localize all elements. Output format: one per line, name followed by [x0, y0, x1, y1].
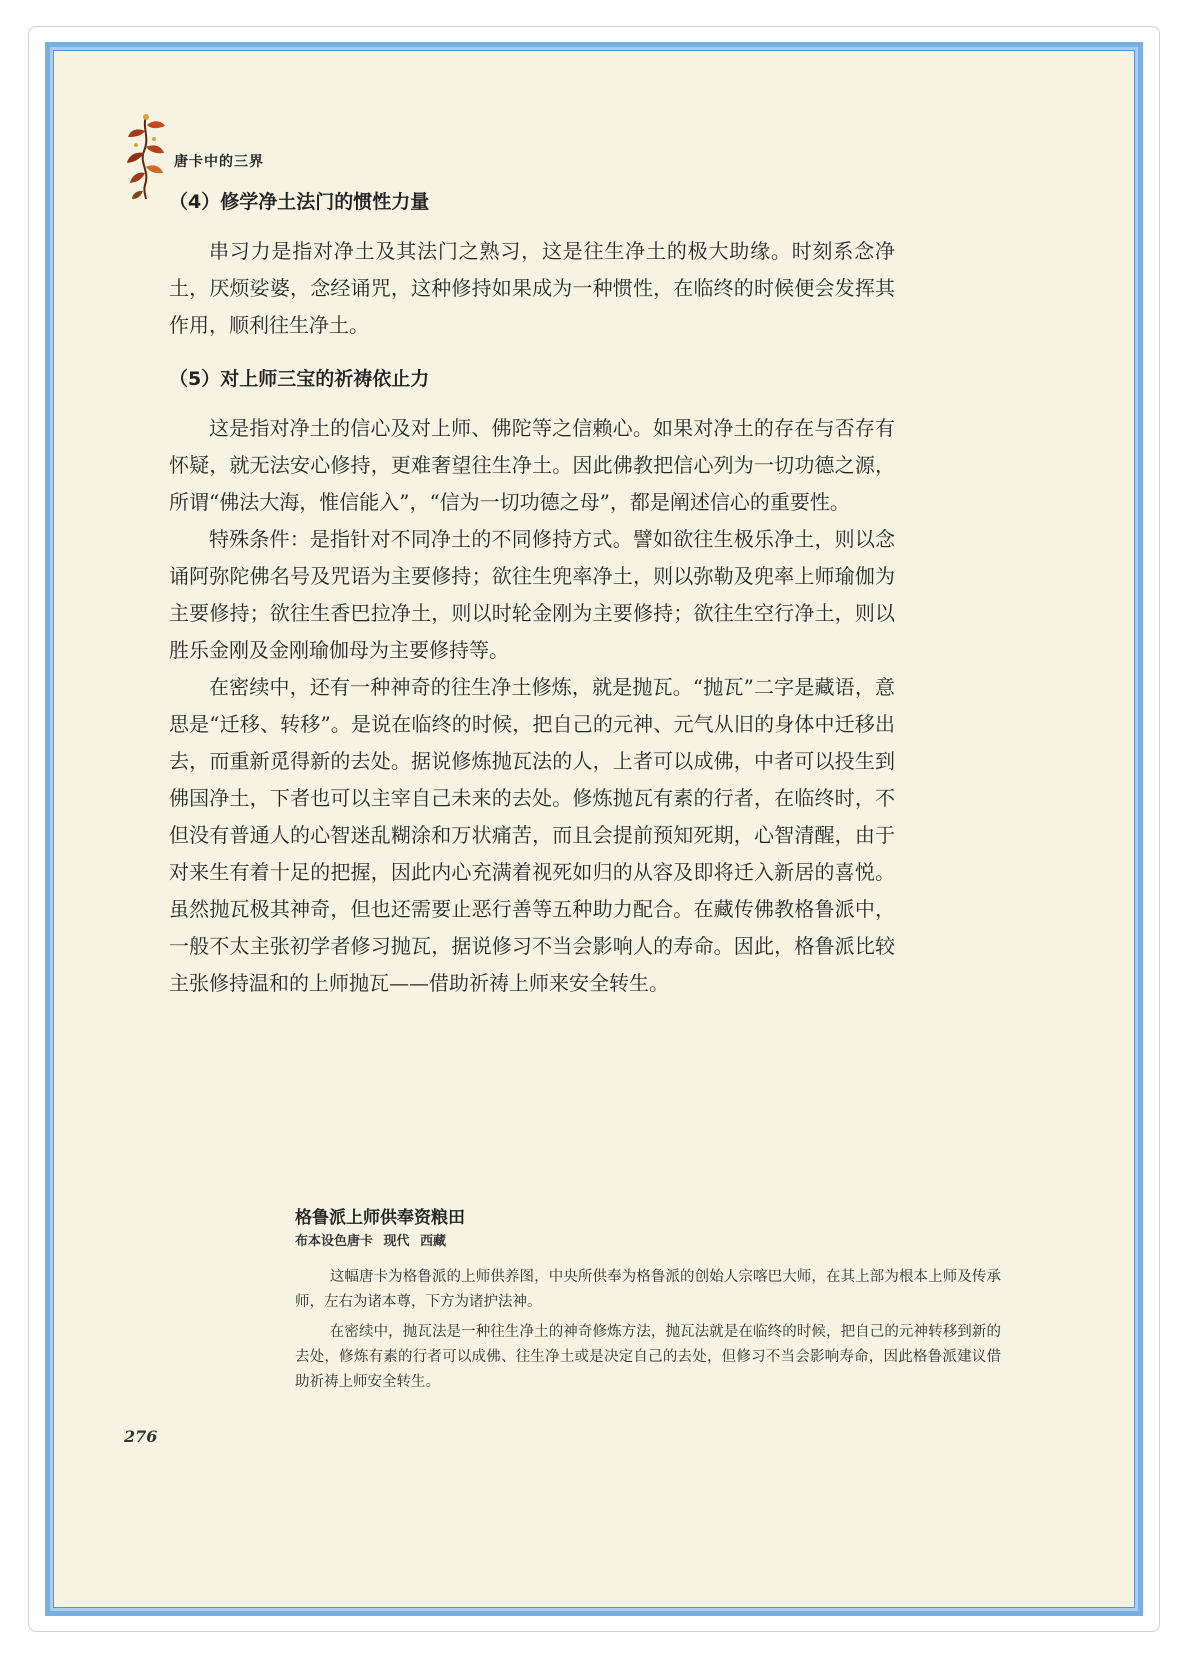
paragraph: 串习力是指对净土及其法门之熟习，这是往生净土的极大助缘。时刻系念净土，厌烦娑婆，念经诵咒，这种修持如果成为一种惯性，在临终的时候便会发挥其作用，顺利往生净土。	[169, 239, 895, 337]
caption-title: 格鲁派上师供奉资粮田	[295, 1208, 465, 1228]
flower-ornament-icon	[124, 111, 168, 201]
caption-paragraph: 这幅唐卡为格鲁派的上师供养图，中央所供奉为格鲁派的创始人宗喀巴大师，在其上部为根本上师及传承师，左右为诸本尊，下方为诸护法神。	[295, 1269, 1001, 1310]
paragraph: 这是指对净土的信心及对上师、佛陀等之信赖心。如果对净土的存在与否存有怀疑，就无法安心修持，更难奢望往生净土。因此佛教把信心列为一切功德之源，所谓“佛法大海，惟信能入”，“信为一切功德之母”，都是阐述信心的重要性。	[169, 416, 895, 514]
page-number: 276	[124, 1427, 158, 1446]
section-heading: （4）修学净土法门的惯性力量	[169, 191, 430, 213]
caption-subtitle: 布本设色唐卡 现代 西藏	[295, 1234, 447, 1249]
paragraph: 特殊条件：是指针对不同净土的不同修持方式。譬如欲往生极乐净土，则以念诵阿弥陀佛名号及咒语为主要修持；欲往生兜率净土，则以弥勒及兜率上师瑜伽为主要修持；欲往生香巴拉净土，则以时轮金刚为主要修持；欲往生空行净土，则以胜乐金刚及金刚瑜伽母为主要修持等。	[169, 527, 895, 662]
paragraph: 在密续中，还有一种神奇的往生净土修炼，就是抛瓦。“抛瓦”二字是藏语，意思是“迁移、转移”。是说在临终的时候，把自己的元神、元气从旧的身体中迁移出去，而重新觅得新的去处。据说修炼抛瓦法的人，上者可以成佛，中者可以投生到佛国净土，下者也可以主宰自己未来的去处。修炼抛瓦有素的行者，在临终时，不但没有普通人的心智迷乱糊涂和万状痛苦，而且会提前预知死期，心智清醒，由于对来生有着十足的把握，因此内心充满着视死如归的从容及即将迁入新居的喜悦。虽然抛瓦极其神奇，但也还需要止恶行善等五种助力配合。在藏传佛教格鲁派中，一般不太主张初学者修习抛瓦，据说修习不当会影响人的寿命。因此，格鲁派比较主张修持温和的上师抛瓦——借助祈祷上师来安全转生。	[169, 675, 895, 995]
running-head: 唐卡中的三界	[174, 154, 264, 170]
caption-paragraph: 在密续中，抛瓦法是一种往生净土的神奇修炼方法，抛瓦法就是在临终的时候，把自己的元神转移到新的去处，修炼有素的行者可以成佛、往生净土或是决定自己的去处，但修习不当会影响寿命，因此格鲁派建议借助祈祷上师安全转生。	[295, 1324, 1001, 1390]
main-text	[169, 187, 895, 1002]
book-page	[53, 50, 1135, 1608]
page-border	[45, 42, 1143, 1616]
section-heading: （5）对上师三宝的祈祷依止力	[169, 368, 430, 390]
figure-caption	[295, 1205, 1001, 1400]
